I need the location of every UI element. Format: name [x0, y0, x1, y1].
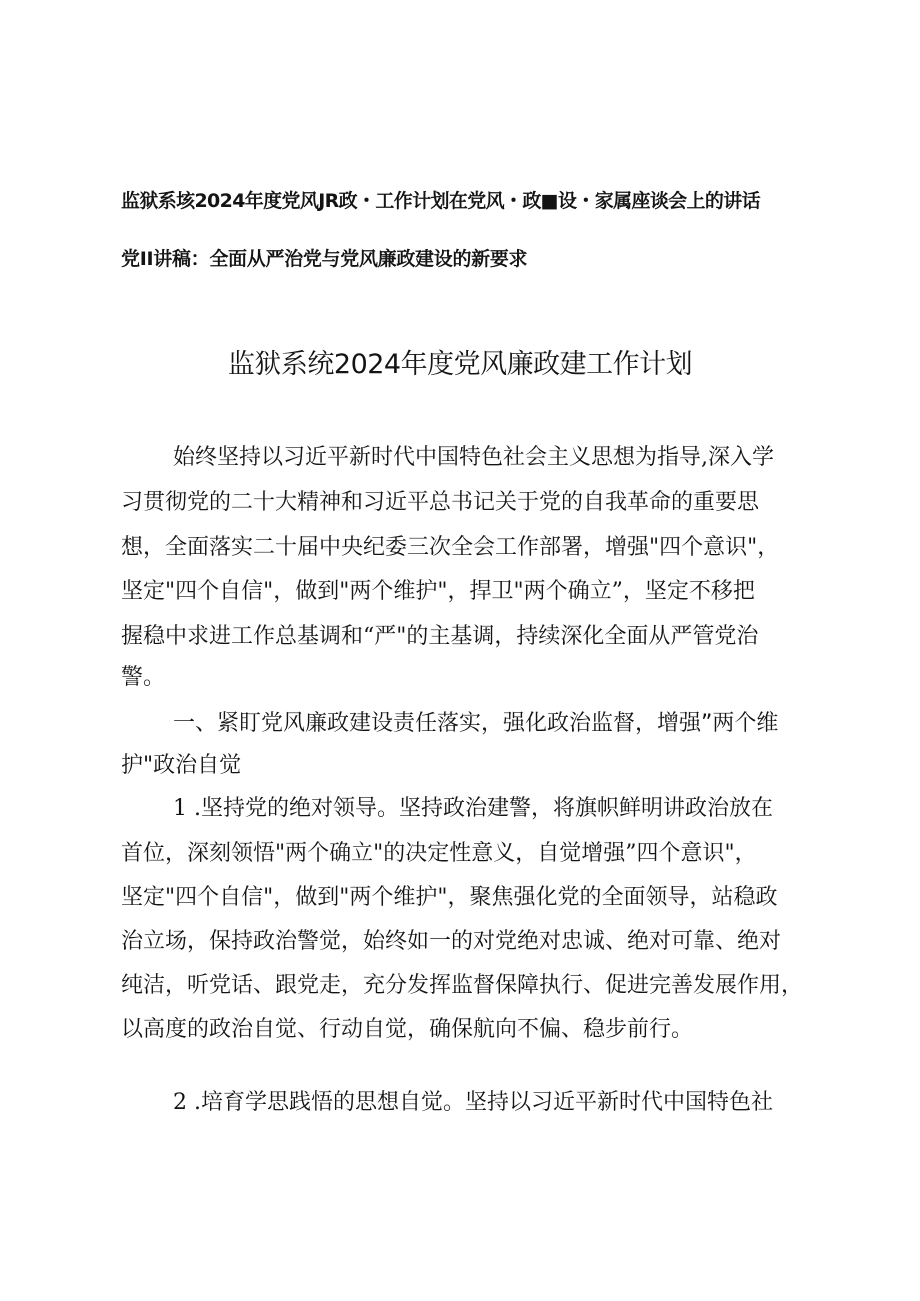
section-1-heading-line-1: 一、紧盯党风廉政建设责任落实，强化政治监督，增强”两个维: [173, 711, 779, 736]
item-1-line-2: 首位，深刻领悟"两个确立"的决定性意义，自觉增强”四个意识"，: [121, 841, 757, 866]
section-1-heading-line-2: 护"政治自觉: [121, 753, 242, 778]
intro-line-4: 坚定"四个自信"，做到"两个维护"，捍卫"两个确立”，坚定不移把: [121, 579, 755, 604]
item-1-line-1: 1 .坚持党的绝对领导。坚持政治建警，将旗帜鲜明讲政治放在: [173, 796, 773, 821]
item-1-line-5: 纯洁，听党话、跟党走，充分发挥监督保障执行、促进完善发展作用，: [121, 973, 804, 998]
document-title: 监狱系统2024年度党风廉政建工作计划: [227, 349, 693, 380]
intro-line-6: 警。: [121, 665, 166, 690]
toc-line-1: 监狱系垓2024年度党风JR政・工作计划在党风・政■设・家属座谈会上的讲话: [121, 190, 760, 212]
intro-line-3: 想，全面落实二十届中央纪委三次全会工作部署，增强"四个意识"，: [121, 535, 780, 560]
item-1-line-3: 坚定"四个自信"，做到"两个维护"，聚焦强化党的全面领导，站稳政: [121, 885, 778, 910]
toc-line-2: 党II讲稿：全面从严治党与党风廉政建设的新要求: [121, 248, 528, 270]
intro-line-1: 始终坚持以习近平新时代中国特色社会主义思想为指导,深入学: [173, 445, 774, 470]
intro-line-2: 习贯彻党的二十大精神和习近平总书记关于党的自我革命的重要思: [121, 490, 760, 515]
item-1-line-4: 治立场，保持政治警觉，始终如一的对党绝对忠诚、绝对可靠、绝对: [121, 929, 782, 954]
item-2-line-1: 2 .培育学思践悟的思想自觉。坚持以习近平新时代中国特色社: [173, 1090, 773, 1115]
item-1-line-6: 以高度的政治自觉、行动自觉，确保航向不偏、稳步前行。: [121, 1017, 694, 1042]
intro-line-5: 握稳中求进工作总基调和“严"的主基调，持续深化全面从严管党治: [121, 624, 759, 649]
